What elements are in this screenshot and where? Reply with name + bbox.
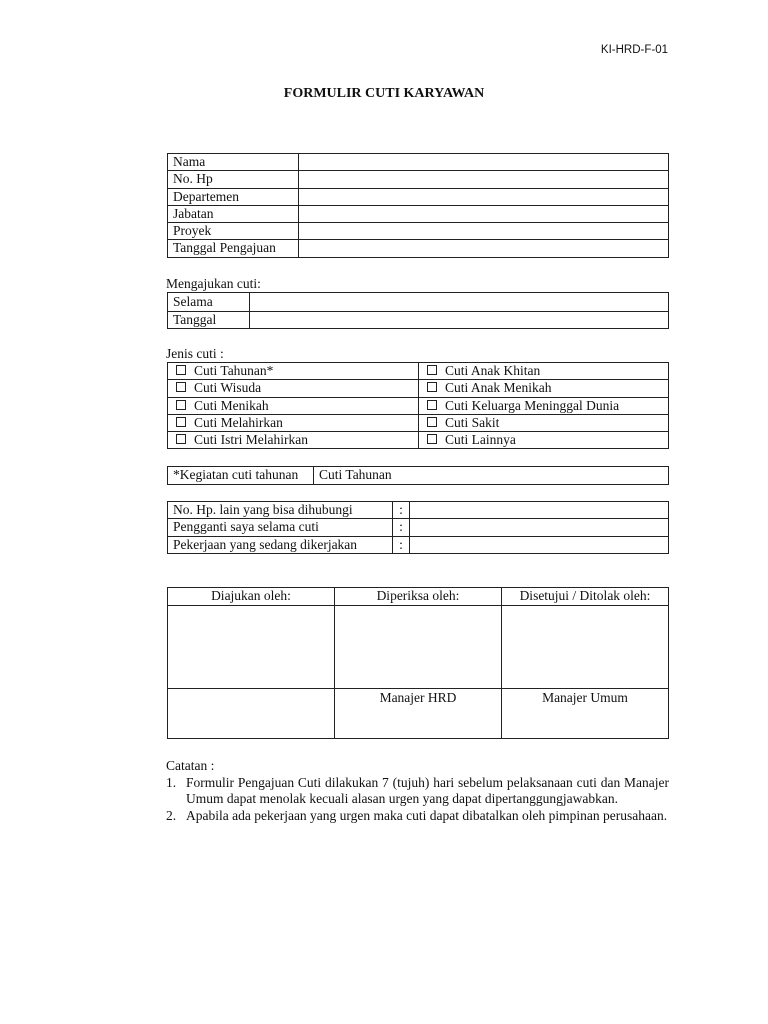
identity-row-nohp: [168, 171, 669, 188]
leave-request-table: [167, 292, 669, 329]
signature-box-applicant[interactable]: [168, 606, 335, 689]
leave-type-label: Cuti Sakit: [445, 414, 500, 430]
note-item: [166, 775, 669, 808]
annual-leave-label: *Kegiatan cuti tahunan: [168, 467, 314, 485]
signature-header: Disetujui / Ditolak oleh:: [502, 588, 669, 606]
identity-label: Jabatan: [168, 205, 299, 222]
checkbox-icon[interactable]: [176, 365, 186, 375]
leave-type-row: [168, 414, 669, 431]
checkbox-icon[interactable]: [427, 400, 437, 410]
annual-leave-value[interactable]: Cuti Tahunan: [314, 467, 669, 485]
leave-row-selama: [168, 293, 669, 312]
identity-field-proyek[interactable]: [299, 223, 669, 240]
signature-role: Manajer Umum: [502, 689, 669, 739]
identity-row-proyek: [168, 223, 669, 240]
signature-table: [167, 587, 669, 739]
identity-label: Nama: [168, 154, 299, 171]
contact-field-work[interactable]: [410, 536, 669, 553]
leave-type-option[interactable]: [168, 363, 419, 380]
leave-label: Tanggal: [168, 312, 250, 329]
signature-space-row: [168, 606, 669, 689]
leave-type-heading: Jenis cuti :: [166, 346, 224, 361]
annual-leave-row: [168, 467, 669, 485]
contact-separator: :: [393, 536, 410, 553]
checkbox-icon[interactable]: [176, 382, 186, 392]
leave-type-option[interactable]: [168, 397, 419, 414]
identity-field-nohp[interactable]: [299, 171, 669, 188]
contact-row: [168, 519, 669, 536]
checkbox-icon[interactable]: [176, 400, 186, 410]
leave-type-row: [168, 363, 669, 380]
leave-type-option[interactable]: [419, 363, 669, 380]
checkbox-icon[interactable]: [427, 365, 437, 375]
leave-request-heading: Mengajukan cuti:: [166, 276, 261, 291]
form-title: FORMULIR CUTI KARYAWAN: [283, 86, 485, 101]
leave-type-option[interactable]: [419, 432, 669, 449]
checkbox-icon[interactable]: [176, 417, 186, 427]
identity-field-departemen[interactable]: [299, 188, 669, 205]
leave-field-tanggal[interactable]: [250, 312, 669, 329]
contact-separator: :: [393, 519, 410, 536]
identity-label: No. Hp: [168, 171, 299, 188]
identity-row-tanggal: [168, 240, 669, 257]
leave-type-label: Cuti Anak Menikah: [445, 380, 552, 396]
leave-type-option[interactable]: [419, 380, 669, 397]
signature-role-row: [168, 689, 669, 739]
contact-label: Pengganti saya selama cuti: [168, 519, 393, 536]
checkbox-icon[interactable]: [176, 434, 186, 444]
note-item: [166, 808, 669, 825]
contact-row: [168, 536, 669, 553]
identity-field-nama[interactable]: [299, 154, 669, 171]
leave-type-row: [168, 397, 669, 414]
checkbox-icon[interactable]: [427, 382, 437, 392]
note-text: Formulir Pengajuan Cuti dilakukan 7 (tujuh) hari sebelum pelaksanaan cuti dan Manajer Umum dapat menolak kecuali alasan urgen yang dapat dipertanggungjawabkan.: [186, 774, 669, 806]
document-code: KI-HRD-F-01: [600, 44, 668, 56]
identity-label: Departemen: [168, 188, 299, 205]
leave-row-tanggal: [168, 312, 669, 329]
leave-type-table: [167, 362, 669, 449]
leave-type-label: Cuti Tahunan*: [194, 363, 274, 378]
signature-box-reviewer[interactable]: [335, 606, 502, 689]
leave-type-row: [168, 432, 669, 449]
contact-field-replacement[interactable]: [410, 519, 669, 536]
leave-type-label: Cuti Menikah: [194, 397, 269, 413]
leave-type-label: Cuti Istri Melahirkan: [194, 432, 308, 448]
identity-field-tanggal-pengajuan[interactable]: [299, 240, 669, 257]
leave-label: Selama: [168, 293, 250, 312]
annual-leave-table: [167, 466, 669, 485]
contact-label: No. Hp. lain yang bisa dihubungi: [168, 502, 393, 519]
contact-label: Pekerjaan yang sedang dikerjakan: [168, 536, 393, 553]
checkbox-icon[interactable]: [427, 417, 437, 427]
contact-table: [167, 501, 669, 554]
leave-type-row: [168, 380, 669, 397]
signature-header-row: [168, 588, 669, 606]
leave-type-option[interactable]: [168, 380, 419, 397]
leave-type-option[interactable]: [168, 432, 419, 449]
signature-header: Diperiksa oleh:: [335, 588, 502, 606]
leave-type-label: Cuti Melahirkan: [194, 414, 283, 430]
identity-label: Tanggal Pengajuan: [168, 240, 299, 257]
leave-field-selama[interactable]: [250, 293, 669, 312]
notes-section: [166, 758, 669, 824]
leave-type-label: Cuti Wisuda: [194, 380, 262, 396]
identity-label: Proyek: [168, 223, 299, 240]
identity-row-nama: [168, 154, 669, 171]
leave-type-option[interactable]: [168, 414, 419, 431]
note-text: Apabila ada pekerjaan yang urgen maka cuti dapat dibatalkan oleh pimpinan perusahaan.: [186, 807, 668, 823]
leave-type-label: Cuti Lainnya: [445, 432, 516, 448]
signature-role: [168, 689, 335, 739]
identity-row-departemen: [168, 188, 669, 205]
contact-row: [168, 502, 669, 519]
note-number: 2.: [166, 807, 177, 823]
signature-header: Diajukan oleh:: [168, 588, 335, 606]
note-number: 1.: [166, 774, 177, 790]
signature-role: Manajer HRD: [335, 689, 502, 739]
leave-type-option[interactable]: [419, 414, 669, 431]
contact-field-phone[interactable]: [410, 502, 669, 519]
identity-row-jabatan: [168, 205, 669, 222]
leave-type-label: Cuti Anak Khitan: [445, 363, 541, 378]
contact-separator: :: [393, 502, 410, 519]
leave-type-label: Cuti Keluarga Meninggal Dunia: [445, 397, 620, 413]
identity-field-jabatan[interactable]: [299, 205, 669, 222]
checkbox-icon[interactable]: [427, 434, 437, 444]
identity-table: [167, 153, 669, 258]
leave-type-option[interactable]: [419, 397, 669, 414]
notes-heading: Catatan :: [166, 758, 215, 773]
signature-box-approver[interactable]: [502, 606, 669, 689]
